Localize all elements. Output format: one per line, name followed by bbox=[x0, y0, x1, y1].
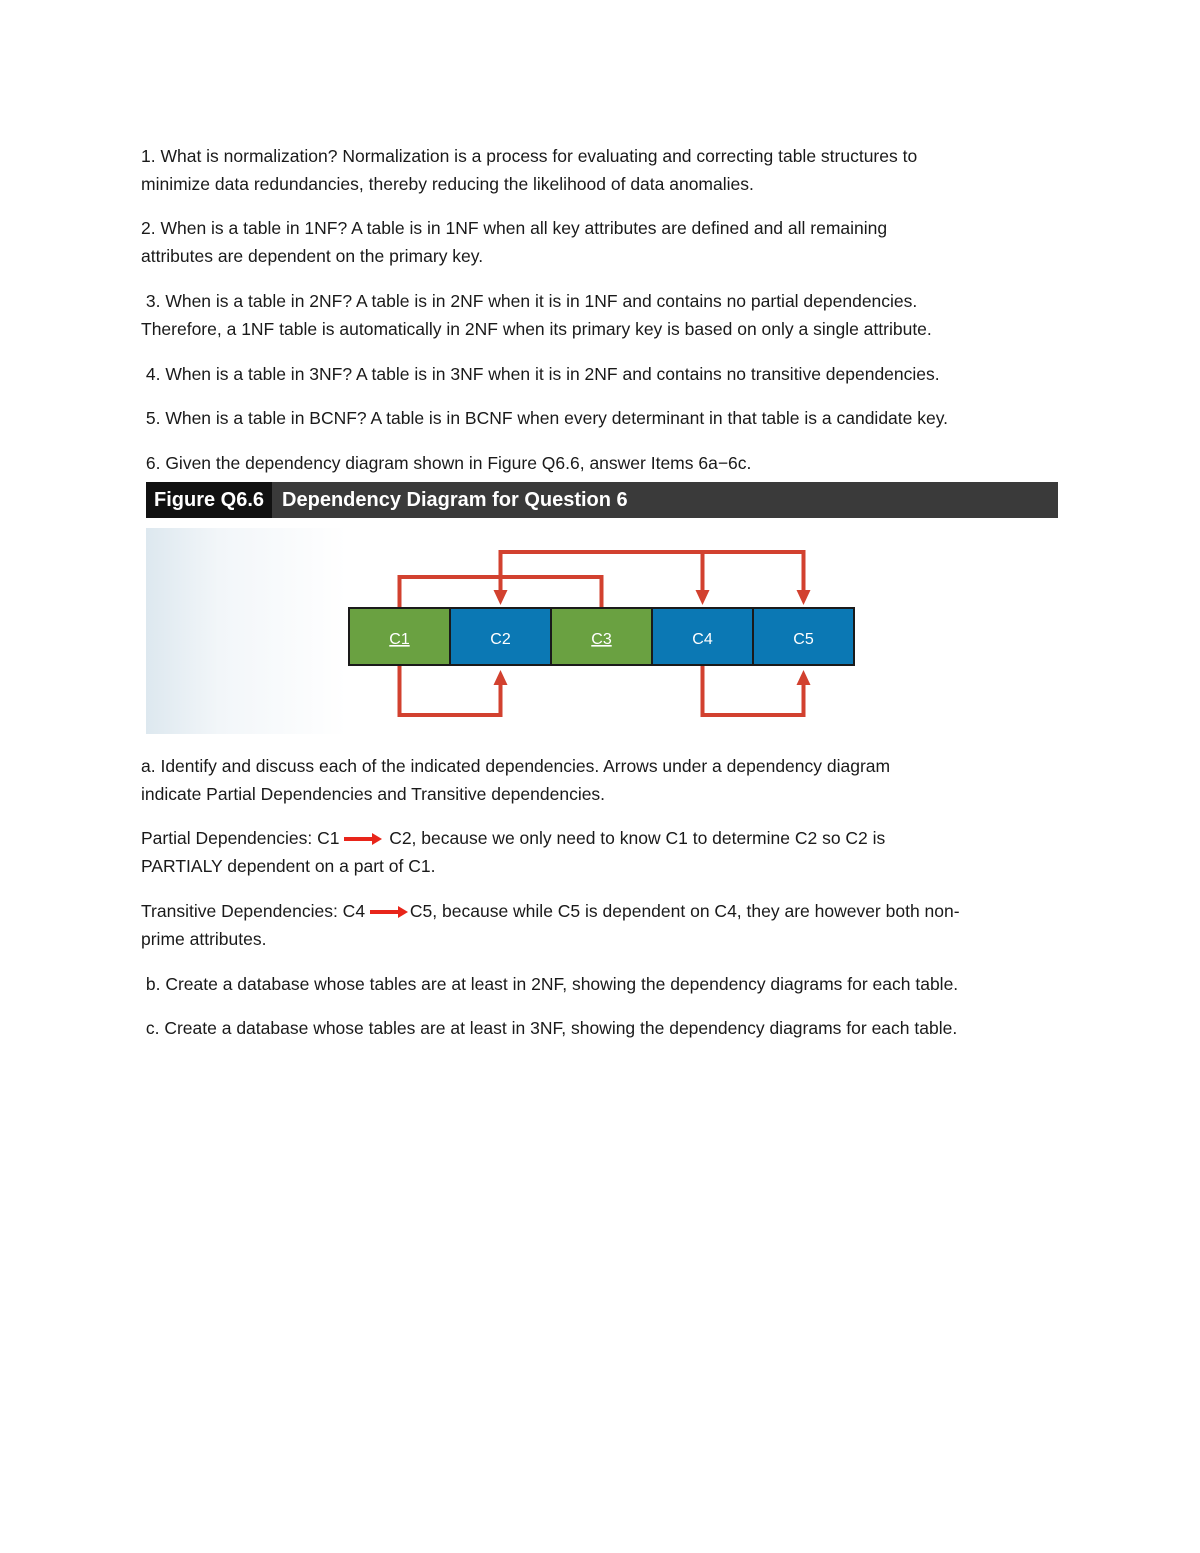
partial-prefix: Partial Dependencies: C1 bbox=[141, 828, 345, 848]
arrowhead-down-c4 bbox=[696, 590, 710, 605]
question-2 bbox=[141, 214, 1071, 270]
dependency-line-top-c2-c5 bbox=[501, 552, 804, 590]
question-3 bbox=[141, 287, 1071, 343]
question-3-line-1: 3. When is a table in 2NF? A table is in 2NF when it is in 1NF and contains no partial dependencies. bbox=[141, 291, 918, 311]
dependency-diagram-svg bbox=[146, 528, 1058, 734]
question-4: 4. When is a table in 3NF? A table is in 3NF when it is in 2NF and contains no transitive dependencies. bbox=[141, 364, 940, 384]
partial-suffix: C2, because we only need to know C1 to determine C2 so C2 is bbox=[389, 828, 886, 848]
partial-line-2: PARTIALY dependent on a part of C1. bbox=[141, 856, 436, 876]
arrowhead-down-c2 bbox=[494, 590, 508, 605]
arrowhead-down-c5 bbox=[797, 590, 811, 605]
figure-title: Dependency Diagram for Question 6 bbox=[282, 488, 628, 511]
transitive-dependencies bbox=[141, 897, 1071, 953]
transitive-line-2: prime attributes. bbox=[141, 929, 267, 949]
answer-a bbox=[141, 752, 1071, 808]
question-6: 6. Given the dependency diagram shown in Figure Q6.6, answer Items 6a−6c. bbox=[141, 453, 752, 473]
right-arrow-icon bbox=[370, 905, 410, 919]
dependency-diagram bbox=[146, 528, 1058, 734]
transitive-suffix: C5, because while C5 is dependent on C4, they are however both non- bbox=[409, 901, 960, 921]
question-3-line-2: Therefore, a 1NF table is automatically in 2NF when its primary key is based on only a single attribute. bbox=[141, 319, 932, 339]
answer-a-line-1: a. Identify and discuss each of the indicated dependencies. Arrows under a dependency diagram bbox=[141, 756, 891, 776]
transitive-prefix: Transitive Dependencies: C4 bbox=[141, 901, 370, 921]
cell-label-c3: C3 bbox=[591, 631, 612, 648]
question-5: 5. When is a table in BCNF? A table is in BCNF when every determinant in that table is a candidate key. bbox=[141, 408, 949, 428]
question-2-line-2: attributes are dependent on the primary key. bbox=[141, 246, 484, 266]
dependency-line-bottom-c1-c2 bbox=[400, 665, 501, 715]
cell-label-c4: C4 bbox=[692, 631, 713, 648]
figure-label: Figure Q6.6 bbox=[146, 482, 272, 518]
figure-header bbox=[146, 482, 1058, 518]
answer-a-line-2: indicate Partial Dependencies and Transitive dependencies. bbox=[141, 784, 606, 804]
answer-b: b. Create a database whose tables are at least in 2NF, showing the dependency diagrams for each table. bbox=[141, 974, 959, 994]
question-2-line-1: 2. When is a table in 1NF? A table is in 1NF when all key attributes are defined and all remaining bbox=[141, 218, 888, 238]
partial-dependencies bbox=[141, 824, 1071, 880]
question-1-line-2: minimize data redundancies, thereby reducing the likelihood of data anomalies. bbox=[141, 174, 754, 194]
cell-label-c1: C1 bbox=[389, 631, 410, 648]
dependency-line-bottom-c4-c5 bbox=[703, 665, 804, 715]
question-1-line-1: 1. What is normalization? Normalization is a process for evaluating and correcting table structures to bbox=[141, 146, 918, 166]
cell-label-c5: C5 bbox=[793, 631, 814, 648]
arrowhead-up-c5 bbox=[797, 670, 811, 685]
arrowhead-up-c2 bbox=[494, 670, 508, 685]
answer-c: c. Create a database whose tables are at least in 3NF, showing the dependency diagrams for each table. bbox=[141, 1018, 958, 1038]
right-arrow-icon bbox=[344, 832, 384, 846]
cell-label-c2: C2 bbox=[490, 631, 511, 648]
question-1 bbox=[141, 142, 1071, 198]
